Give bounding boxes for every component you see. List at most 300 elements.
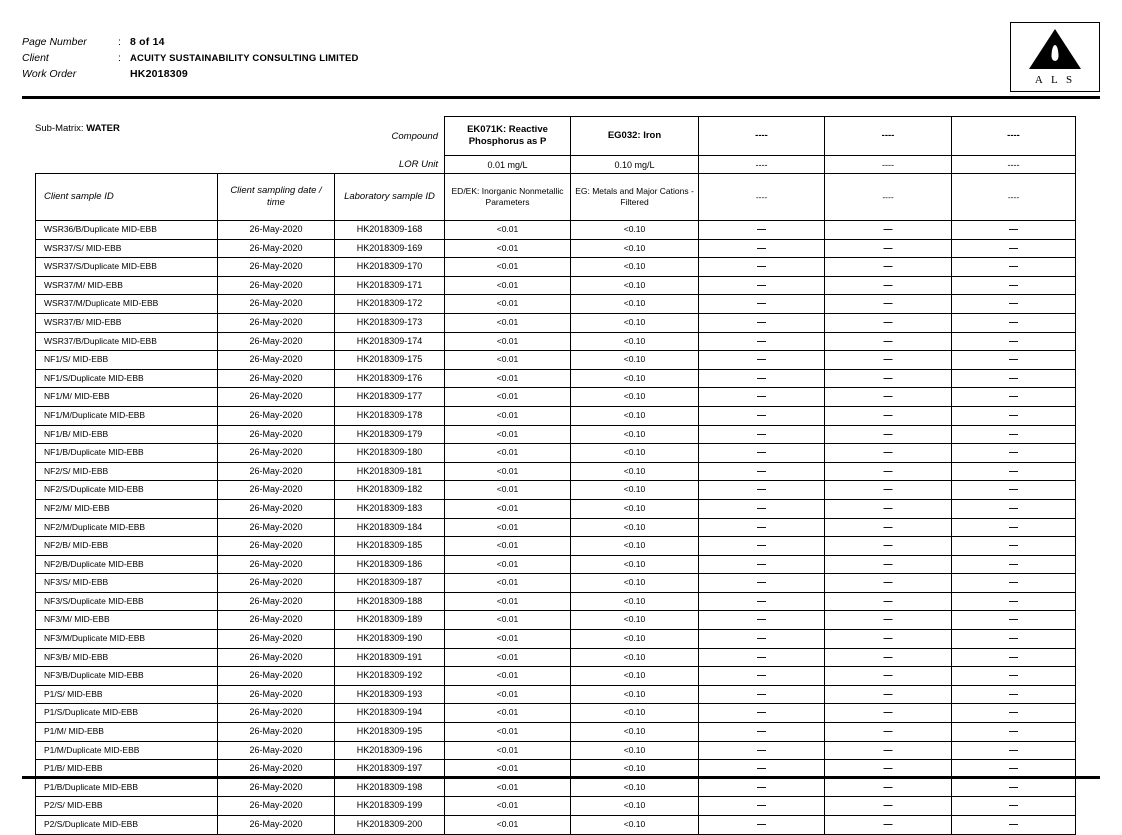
group-header-1: ED/EK: Inorganic Nonmetallic Parameters — [445, 174, 571, 221]
cell-client-sample-id: WSR37/B/ MID-EBB — [36, 313, 218, 332]
cell-value-empty: — — [952, 406, 1076, 425]
cell-value-empty: — — [699, 648, 825, 667]
cell-value-reactive-phosphorus: <0.01 — [445, 369, 571, 388]
table-row — [36, 778, 1076, 797]
cell-laboratory-sample-id: HK2018309-193 — [335, 685, 445, 704]
cell-client-sample-id: NF3/B/ MID-EBB — [36, 648, 218, 667]
cell-sampling-date: 26-May-2020 — [218, 406, 335, 425]
cell-value-iron: <0.10 — [571, 574, 699, 593]
cell-client-sample-id: NF3/B/Duplicate MID-EBB — [36, 667, 218, 686]
cell-value-reactive-phosphorus: <0.01 — [445, 406, 571, 425]
cell-client-sample-id: P1/B/ MID-EBB — [36, 760, 218, 779]
cell-client-sample-id: WSR37/M/Duplicate MID-EBB — [36, 295, 218, 314]
table-row — [36, 592, 1076, 611]
cell-sampling-date: 26-May-2020 — [218, 258, 335, 277]
cell-client-sample-id: WSR37/M/ MID-EBB — [36, 276, 218, 295]
cell-value-empty: — — [699, 239, 825, 258]
cell-value-empty: — — [952, 518, 1076, 537]
cell-value-empty: — — [952, 537, 1076, 556]
cell-value-iron: <0.10 — [571, 760, 699, 779]
table-row — [36, 221, 1076, 240]
compound-header-5: ---- — [952, 117, 1076, 156]
cell-value-empty: — — [825, 444, 952, 463]
cell-value-empty: — — [952, 313, 1076, 332]
cell-value-empty: — — [952, 592, 1076, 611]
cell-client-sample-id: NF2/S/Duplicate MID-EBB — [36, 481, 218, 500]
cell-sampling-date: 26-May-2020 — [218, 723, 335, 742]
cell-value-reactive-phosphorus: <0.01 — [445, 481, 571, 500]
cell-laboratory-sample-id: HK2018309-172 — [335, 295, 445, 314]
client-colon: : — [118, 52, 121, 64]
table-row — [36, 518, 1076, 537]
cell-value-empty: — — [699, 537, 825, 556]
cell-value-empty: — — [952, 723, 1076, 742]
cell-value-empty: — — [825, 778, 952, 797]
cell-value-reactive-phosphorus: <0.01 — [445, 704, 571, 723]
cell-client-sample-id: NF2/S/ MID-EBB — [36, 462, 218, 481]
cell-value-empty: — — [952, 816, 1076, 835]
cell-value-empty: — — [699, 518, 825, 537]
cell-client-sample-id: P2/S/ MID-EBB — [36, 797, 218, 816]
cell-sampling-date: 26-May-2020 — [218, 611, 335, 630]
cell-sampling-date: 26-May-2020 — [218, 704, 335, 723]
cell-value-empty: — — [825, 741, 952, 760]
cell-value-iron: <0.10 — [571, 313, 699, 332]
cell-value-empty: — — [825, 499, 952, 518]
cell-value-empty: — — [825, 369, 952, 388]
page-number-label: Page Number — [22, 36, 87, 48]
table-row — [36, 313, 1076, 332]
cell-value-reactive-phosphorus: <0.01 — [445, 741, 571, 760]
cell-laboratory-sample-id: HK2018309-186 — [335, 555, 445, 574]
cell-value-reactive-phosphorus: <0.01 — [445, 462, 571, 481]
cell-value-iron: <0.10 — [571, 778, 699, 797]
table-row — [36, 611, 1076, 630]
header-row-work-order — [22, 68, 359, 84]
cell-laboratory-sample-id: HK2018309-183 — [335, 499, 445, 518]
lor-unit-3: ---- — [699, 156, 825, 174]
cell-sampling-date: 26-May-2020 — [218, 797, 335, 816]
cell-value-iron: <0.10 — [571, 685, 699, 704]
group-header-5: ---- — [952, 174, 1076, 221]
cell-value-empty: — — [825, 667, 952, 686]
cell-laboratory-sample-id: HK2018309-185 — [335, 537, 445, 556]
cell-value-empty: — — [699, 313, 825, 332]
cell-value-empty: — — [699, 630, 825, 649]
cell-value-empty: — — [952, 295, 1076, 314]
cell-client-sample-id: NF3/M/ MID-EBB — [36, 611, 218, 630]
lor-unit-2: 0.10 mg/L — [571, 156, 699, 174]
column-caption-row — [36, 174, 1076, 221]
cell-laboratory-sample-id: HK2018309-197 — [335, 760, 445, 779]
cell-sampling-date: 26-May-2020 — [218, 778, 335, 797]
cell-value-empty: — — [699, 685, 825, 704]
cell-value-empty: — — [699, 574, 825, 593]
table-row — [36, 667, 1076, 686]
sub-matrix-label: Sub-Matrix: — [35, 123, 84, 134]
cell-value-empty: — — [699, 369, 825, 388]
cell-value-empty: — — [952, 648, 1076, 667]
cell-value-reactive-phosphorus: <0.01 — [445, 444, 571, 463]
cell-client-sample-id: WSR37/S/Duplicate MID-EBB — [36, 258, 218, 277]
cell-value-iron: <0.10 — [571, 537, 699, 556]
cell-client-sample-id: P1/B/Duplicate MID-EBB — [36, 778, 218, 797]
cell-sampling-date: 26-May-2020 — [218, 332, 335, 351]
cell-value-empty: — — [825, 406, 952, 425]
table-row — [36, 685, 1076, 704]
cell-value-reactive-phosphorus: <0.01 — [445, 351, 571, 370]
cell-value-empty: — — [699, 723, 825, 742]
cell-value-empty: — — [699, 444, 825, 463]
cell-value-reactive-phosphorus: <0.01 — [445, 574, 571, 593]
cell-value-iron: <0.10 — [571, 425, 699, 444]
cell-value-empty: — — [699, 481, 825, 500]
table-row — [36, 369, 1076, 388]
cell-client-sample-id: NF2/M/ MID-EBB — [36, 499, 218, 518]
cell-value-iron: <0.10 — [571, 816, 699, 835]
cell-value-empty: — — [825, 481, 952, 500]
spacer-cell — [36, 156, 218, 174]
cell-client-sample-id: P1/S/Duplicate MID-EBB — [36, 704, 218, 723]
cell-value-reactive-phosphorus: <0.01 — [445, 630, 571, 649]
cell-client-sample-id: NF1/M/Duplicate MID-EBB — [36, 406, 218, 425]
cell-value-empty: — — [825, 537, 952, 556]
cell-value-empty: — — [825, 518, 952, 537]
cell-value-empty: — — [699, 797, 825, 816]
cell-value-empty: — — [699, 704, 825, 723]
cell-value-iron: <0.10 — [571, 648, 699, 667]
cell-value-empty: — — [825, 648, 952, 667]
cell-value-empty: — — [952, 685, 1076, 704]
cell-value-empty: — — [825, 555, 952, 574]
sub-matrix-value: WATER — [86, 123, 120, 134]
table-row — [36, 388, 1076, 407]
cell-client-sample-id: P1/S/ MID-EBB — [36, 685, 218, 704]
header-row-page-number — [22, 36, 359, 52]
cell-value-empty: — — [825, 313, 952, 332]
cell-sampling-date: 26-May-2020 — [218, 351, 335, 370]
cell-value-iron: <0.10 — [571, 667, 699, 686]
cell-value-iron: <0.10 — [571, 462, 699, 481]
cell-client-sample-id: NF1/S/Duplicate MID-EBB — [36, 369, 218, 388]
table-row — [36, 332, 1076, 351]
cell-laboratory-sample-id: HK2018309-176 — [335, 369, 445, 388]
cell-value-reactive-phosphorus: <0.01 — [445, 239, 571, 258]
flame-icon — [1052, 45, 1059, 61]
cell-value-empty: — — [825, 704, 952, 723]
cell-value-iron: <0.10 — [571, 704, 699, 723]
cell-client-sample-id: P1/M/Duplicate MID-EBB — [36, 741, 218, 760]
cell-value-iron: <0.10 — [571, 388, 699, 407]
table-row — [36, 239, 1076, 258]
compound-header-4: ---- — [825, 117, 952, 156]
cell-value-empty: — — [825, 351, 952, 370]
cell-value-reactive-phosphorus: <0.01 — [445, 537, 571, 556]
table-row — [36, 537, 1076, 556]
table-row — [36, 741, 1076, 760]
cell-sampling-date: 26-May-2020 — [218, 499, 335, 518]
lor-unit-1: 0.01 mg/L — [445, 156, 571, 174]
cell-value-reactive-phosphorus: <0.01 — [445, 685, 571, 704]
cell-laboratory-sample-id: HK2018309-180 — [335, 444, 445, 463]
cell-sampling-date: 26-May-2020 — [218, 221, 335, 240]
cell-value-empty: — — [952, 778, 1076, 797]
compound-header-1: EK071K: Reactive Phosphorus as P — [445, 117, 571, 156]
cell-value-empty: — — [699, 332, 825, 351]
cell-value-reactive-phosphorus: <0.01 — [445, 778, 571, 797]
cell-laboratory-sample-id: HK2018309-196 — [335, 741, 445, 760]
cell-value-iron: <0.10 — [571, 592, 699, 611]
cell-sampling-date: 26-May-2020 — [218, 648, 335, 667]
cell-value-iron: <0.10 — [571, 295, 699, 314]
cell-value-empty: — — [699, 406, 825, 425]
cell-value-empty: — — [699, 276, 825, 295]
cell-value-empty: — — [952, 630, 1076, 649]
cell-laboratory-sample-id: HK2018309-191 — [335, 648, 445, 667]
header-divider — [22, 96, 1100, 99]
spacer-cell — [36, 117, 218, 156]
cell-value-empty: — — [952, 444, 1076, 463]
compound-header-2: EG032: Iron — [571, 117, 699, 156]
lor-row — [36, 156, 1076, 174]
cell-value-reactive-phosphorus: <0.01 — [445, 499, 571, 518]
lor-unit-5: ---- — [952, 156, 1076, 174]
cell-sampling-date: 26-May-2020 — [218, 518, 335, 537]
cell-value-empty: — — [699, 221, 825, 240]
cell-sampling-date: 26-May-2020 — [218, 313, 335, 332]
cell-value-empty: — — [825, 611, 952, 630]
cell-laboratory-sample-id: HK2018309-173 — [335, 313, 445, 332]
group-header-3: ---- — [699, 174, 825, 221]
cell-laboratory-sample-id: HK2018309-192 — [335, 667, 445, 686]
cell-value-iron: <0.10 — [571, 332, 699, 351]
cell-value-empty: — — [699, 816, 825, 835]
cell-laboratory-sample-id: HK2018309-175 — [335, 351, 445, 370]
cell-value-empty: — — [699, 555, 825, 574]
cell-value-empty: — — [825, 685, 952, 704]
results-table-body — [36, 221, 1076, 835]
cell-client-sample-id: WSR37/B/Duplicate MID-EBB — [36, 332, 218, 351]
table-row — [36, 723, 1076, 742]
group-header-2: EG: Metals and Major Cations - Filtered — [571, 174, 699, 221]
cell-value-reactive-phosphorus: <0.01 — [445, 313, 571, 332]
cell-client-sample-id: NF2/B/ MID-EBB — [36, 537, 218, 556]
cell-value-reactive-phosphorus: <0.01 — [445, 611, 571, 630]
client-value: ACUITY SUSTAINABILITY CONSULTING LIMITED — [130, 53, 359, 64]
cell-sampling-date: 26-May-2020 — [218, 481, 335, 500]
col-header-laboratory-sample-id: Laboratory sample ID — [335, 174, 445, 221]
table-row — [36, 276, 1076, 295]
cell-value-reactive-phosphorus: <0.01 — [445, 258, 571, 277]
cell-value-iron: <0.10 — [571, 276, 699, 295]
cell-value-empty: — — [952, 351, 1076, 370]
cell-value-empty: — — [699, 295, 825, 314]
cell-value-iron: <0.10 — [571, 369, 699, 388]
cell-value-empty: — — [952, 276, 1076, 295]
table-row — [36, 648, 1076, 667]
lor-unit-label: LOR Unit — [398, 158, 438, 170]
cell-laboratory-sample-id: HK2018309-179 — [335, 425, 445, 444]
cell-value-iron: <0.10 — [571, 741, 699, 760]
cell-client-sample-id: P2/S/Duplicate MID-EBB — [36, 816, 218, 835]
cell-value-iron: <0.10 — [571, 444, 699, 463]
cell-client-sample-id: WSR36/B/Duplicate MID-EBB — [36, 221, 218, 240]
cell-value-iron: <0.10 — [571, 499, 699, 518]
cell-laboratory-sample-id: HK2018309-198 — [335, 778, 445, 797]
group-header-4: ---- — [825, 174, 952, 221]
cell-laboratory-sample-id: HK2018309-187 — [335, 574, 445, 593]
cell-sampling-date: 26-May-2020 — [218, 425, 335, 444]
cell-laboratory-sample-id: HK2018309-194 — [335, 704, 445, 723]
cell-value-reactive-phosphorus: <0.01 — [445, 518, 571, 537]
cell-value-empty: — — [952, 332, 1076, 351]
cell-value-empty: — — [825, 276, 952, 295]
cell-value-empty: — — [699, 741, 825, 760]
cell-value-empty: — — [699, 667, 825, 686]
cell-laboratory-sample-id: HK2018309-181 — [335, 462, 445, 481]
cell-value-empty: — — [825, 388, 952, 407]
document-header — [22, 36, 1100, 94]
cell-laboratory-sample-id: HK2018309-182 — [335, 481, 445, 500]
compound-label: Compound — [391, 130, 438, 142]
cell-laboratory-sample-id: HK2018309-188 — [335, 592, 445, 611]
cell-value-empty: — — [825, 816, 952, 835]
results-table-head — [36, 117, 1076, 221]
cell-value-reactive-phosphorus: <0.01 — [445, 276, 571, 295]
cell-client-sample-id: NF1/B/Duplicate MID-EBB — [36, 444, 218, 463]
cell-value-empty: — — [825, 797, 952, 816]
cell-client-sample-id: NF3/S/Duplicate MID-EBB — [36, 592, 218, 611]
cell-sampling-date: 26-May-2020 — [218, 555, 335, 574]
cell-client-sample-id: WSR37/S/ MID-EBB — [36, 239, 218, 258]
compound-row — [36, 117, 1076, 156]
cell-value-empty: — — [952, 704, 1076, 723]
cell-value-empty: — — [952, 797, 1076, 816]
cell-value-iron: <0.10 — [571, 258, 699, 277]
cell-laboratory-sample-id: HK2018309-171 — [335, 276, 445, 295]
table-row — [36, 574, 1076, 593]
col-header-client-sample-id: Client sample ID — [36, 174, 218, 221]
cell-value-empty: — — [699, 760, 825, 779]
cell-client-sample-id: P1/M/ MID-EBB — [36, 723, 218, 742]
cell-value-empty: — — [699, 425, 825, 444]
cell-value-iron: <0.10 — [571, 518, 699, 537]
cell-value-empty: — — [825, 760, 952, 779]
cell-client-sample-id: NF1/S/ MID-EBB — [36, 351, 218, 370]
cell-value-empty: — — [699, 778, 825, 797]
cell-sampling-date: 26-May-2020 — [218, 592, 335, 611]
table-row — [36, 258, 1076, 277]
cell-value-empty: — — [952, 611, 1076, 630]
work-order-value: HK2018309 — [130, 68, 188, 80]
cell-value-reactive-phosphorus: <0.01 — [445, 388, 571, 407]
client-label: Client — [22, 52, 49, 64]
cell-sampling-date: 26-May-2020 — [218, 685, 335, 704]
work-order-label: Work Order — [22, 68, 77, 80]
cell-value-iron: <0.10 — [571, 630, 699, 649]
table-row — [36, 555, 1076, 574]
cell-value-empty: — — [952, 499, 1076, 518]
table-row — [36, 425, 1076, 444]
cell-laboratory-sample-id: HK2018309-199 — [335, 797, 445, 816]
cell-sampling-date: 26-May-2020 — [218, 369, 335, 388]
cell-sampling-date: 26-May-2020 — [218, 667, 335, 686]
cell-value-reactive-phosphorus: <0.01 — [445, 760, 571, 779]
cell-value-reactive-phosphorus: <0.01 — [445, 221, 571, 240]
cell-laboratory-sample-id: HK2018309-169 — [335, 239, 445, 258]
results-table — [35, 116, 1076, 835]
cell-client-sample-id: NF3/M/Duplicate MID-EBB — [36, 630, 218, 649]
cell-value-empty: — — [952, 258, 1076, 277]
cell-value-empty: — — [699, 499, 825, 518]
cell-value-empty: — — [952, 741, 1076, 760]
cell-value-empty: — — [952, 555, 1076, 574]
cell-value-reactive-phosphorus: <0.01 — [445, 723, 571, 742]
table-row — [36, 481, 1076, 500]
cell-sampling-date: 26-May-2020 — [218, 630, 335, 649]
cell-value-empty: — — [952, 221, 1076, 240]
cell-laboratory-sample-id: HK2018309-195 — [335, 723, 445, 742]
lor-unit-4: ---- — [825, 156, 952, 174]
table-row — [36, 630, 1076, 649]
page-number-value: 8 of 14 — [130, 36, 165, 48]
spacer-cell — [218, 156, 335, 174]
cell-sampling-date: 26-May-2020 — [218, 295, 335, 314]
cell-value-reactive-phosphorus: <0.01 — [445, 648, 571, 667]
table-row — [36, 444, 1076, 463]
cell-value-iron: <0.10 — [571, 351, 699, 370]
cell-value-iron: <0.10 — [571, 797, 699, 816]
cell-sampling-date: 26-May-2020 — [218, 537, 335, 556]
cell-value-empty: — — [825, 462, 952, 481]
cell-value-empty: — — [952, 462, 1076, 481]
cell-value-empty: — — [825, 239, 952, 258]
cell-value-empty: — — [952, 481, 1076, 500]
cell-laboratory-sample-id: HK2018309-190 — [335, 630, 445, 649]
footer-divider — [22, 776, 1100, 779]
cell-sampling-date: 26-May-2020 — [218, 444, 335, 463]
cell-value-reactive-phosphorus: <0.01 — [445, 425, 571, 444]
table-row — [36, 462, 1076, 481]
cell-value-empty: — — [699, 388, 825, 407]
cell-sampling-date: 26-May-2020 — [218, 816, 335, 835]
cell-value-iron: <0.10 — [571, 555, 699, 574]
cell-client-sample-id: NF1/B/ MID-EBB — [36, 425, 218, 444]
cell-value-reactive-phosphorus: <0.01 — [445, 332, 571, 351]
spacer-cell — [218, 117, 335, 156]
cell-value-empty: — — [952, 388, 1076, 407]
cell-value-empty: — — [825, 332, 952, 351]
cell-value-iron: <0.10 — [571, 723, 699, 742]
cell-value-reactive-phosphorus: <0.01 — [445, 816, 571, 835]
cell-value-reactive-phosphorus: <0.01 — [445, 295, 571, 314]
cell-laboratory-sample-id: HK2018309-189 — [335, 611, 445, 630]
cell-value-empty: — — [825, 221, 952, 240]
table-row — [36, 704, 1076, 723]
table-row — [36, 816, 1076, 835]
cell-sampling-date: 26-May-2020 — [218, 388, 335, 407]
table-row — [36, 797, 1076, 816]
cell-client-sample-id: NF3/S/ MID-EBB — [36, 574, 218, 593]
col-header-client-sampling-date: Client sampling date / time — [218, 174, 335, 221]
cell-sampling-date: 26-May-2020 — [218, 741, 335, 760]
cell-value-empty: — — [952, 574, 1076, 593]
cell-sampling-date: 26-May-2020 — [218, 574, 335, 593]
als-logo — [1010, 22, 1100, 92]
cell-value-empty: — — [699, 258, 825, 277]
cell-value-empty: — — [699, 351, 825, 370]
cell-client-sample-id: NF1/M/ MID-EBB — [36, 388, 218, 407]
